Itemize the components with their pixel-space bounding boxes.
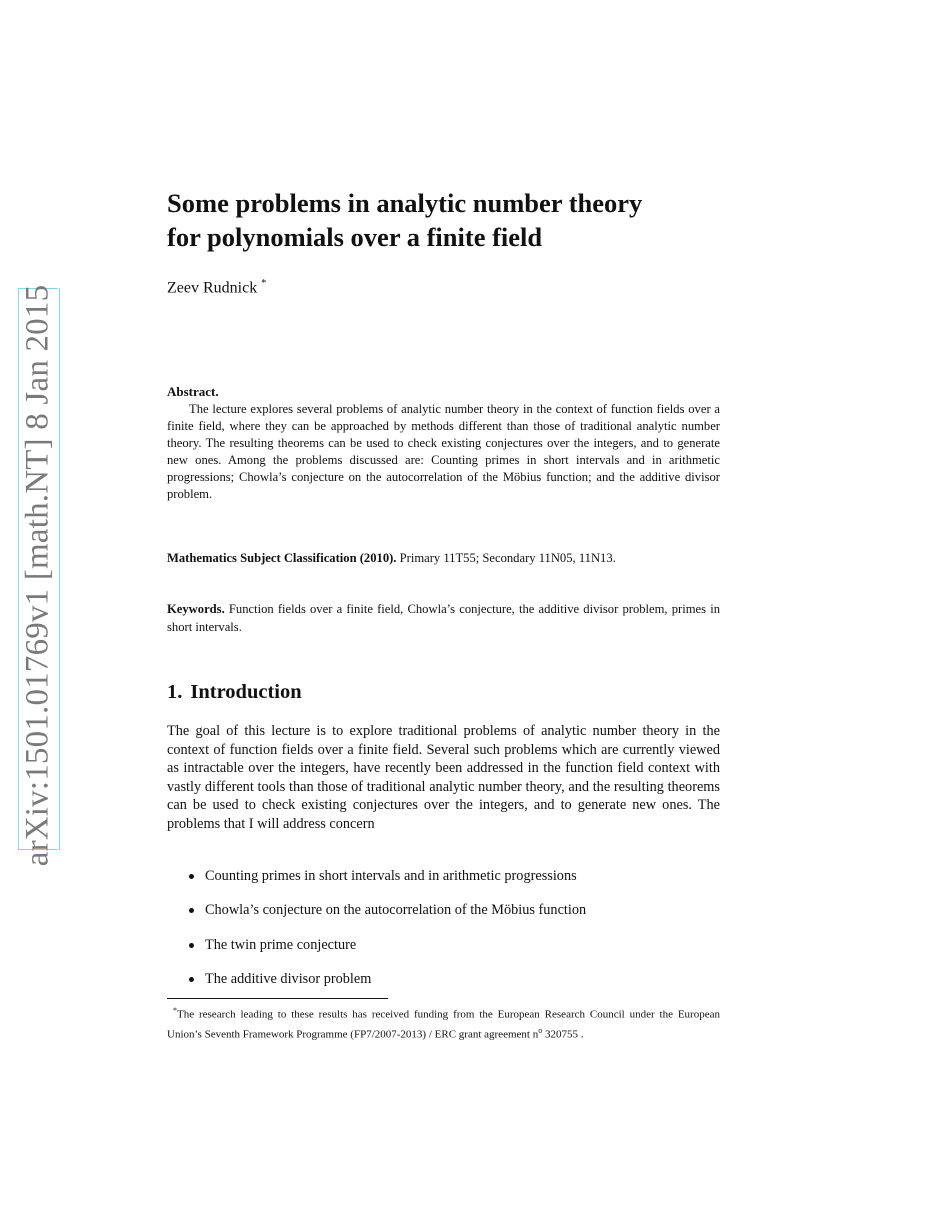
msc-label: Mathematics Subject Classification (2010). <box>167 551 397 565</box>
section-heading <box>167 681 720 704</box>
list-item <box>167 900 720 934</box>
list-item-text: The additive divisor problem <box>205 970 372 987</box>
list-item-text: Chowla’s conjecture on the autocorrelation of the Möbius function <box>205 902 587 919</box>
bullet-icon <box>189 908 194 913</box>
footnote <box>167 1003 720 1043</box>
list-item-text: Counting primes in short intervals and in arithmetic progressions <box>205 868 577 884</box>
arxiv-stamp: arXiv:1501.01769v1 [math.NT] 8 Jan 2015 <box>19 284 56 867</box>
problem-list <box>167 866 720 1003</box>
section-number: 1. <box>167 681 183 703</box>
keywords <box>167 600 720 636</box>
footnote-mark: * <box>173 1006 177 1015</box>
keywords-text: Function fields over a finite field, Chowla’s conjecture, the additive divisor problem, primes in short intervals. <box>167 602 720 634</box>
footnote-text: The research leading to these results has received funding from the European Research Council under the European Union’s Seventh Framework Programme (FP7/2007-2013) / ERC grant agreement n <box>167 1008 720 1041</box>
footnote-rule <box>167 998 388 999</box>
bullet-icon <box>189 943 194 948</box>
author <box>167 278 720 297</box>
paper-title-line-2: for polynomials over a finite field <box>167 222 543 252</box>
keywords-label: Keywords. <box>167 602 225 616</box>
section-title: Introduction <box>190 681 302 703</box>
paper-title-line-1: Some problems in analytic number theory <box>167 188 643 218</box>
footnote-tail: 320755 . <box>542 1028 584 1041</box>
abstract-text: The lecture explores several problems of analytic number theory in the context of function fields over a finite field, where they can be approached by methods different than those of traditional analytic number theory. The resulting theorems can be used to check existing conjectures over the integers, and to generate new ones. Among the problems discussed are: Counting primes in short intervals and in arithmetic progressions; Chowla’s conjecture on the autocorrelation of the Möbius function; and the additive divisor problem. <box>167 402 720 501</box>
intro-paragraph: The goal of this lecture is to explore traditional problems of analytic number theory in the context of function fields over a finite field. Several such problems which are currently viewed as intractable over the integers, have recently been addressed in the function field context with vastly different tools than those of traditional analytic number theory, and the resulting theorems can be used to check existing conjectures over the integers, and to generate new ones. The problems that I will address concern <box>167 723 720 832</box>
author-name: Zeev Rudnick <box>167 279 258 297</box>
list-item <box>167 866 720 900</box>
bullet-icon <box>189 874 194 879</box>
msc-text: Primary 11T55; Secondary 11N05, 11N13. <box>399 551 616 565</box>
list-item-text: The twin prime conjecture <box>205 936 357 953</box>
paper-title <box>167 186 720 254</box>
abstract-heading: Abstract. <box>167 384 219 399</box>
msc-classification <box>167 549 720 567</box>
bullet-icon <box>189 977 194 982</box>
list-item <box>167 935 720 969</box>
footnote-superscript: o <box>538 1026 543 1036</box>
author-footnote-mark[interactable]: * <box>261 278 267 289</box>
